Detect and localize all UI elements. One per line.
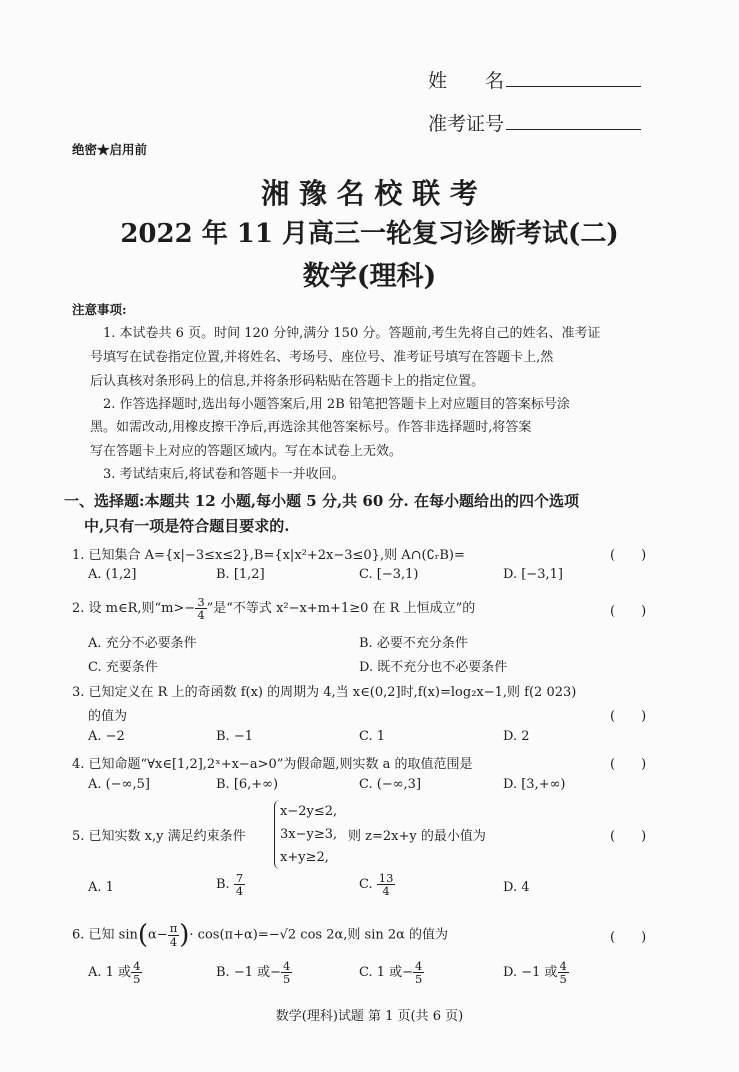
answer-paren: ( )	[610, 829, 647, 844]
q2-option-b: B. 必要不充分条件	[359, 636, 468, 651]
q5-option-c: C. $\frac{13}{4}$	[359, 871, 394, 899]
q5-option-d: D. 4	[503, 880, 530, 895]
q6-option-b: B. −1 或− $\frac{4}{5}$	[216, 959, 291, 987]
q5-option-a: A. 1	[88, 880, 114, 895]
notes-heading: 注意事项:	[72, 302, 127, 317]
note-line: 2. 作答选择题时,选出每小题答案后,用 2B 铅笔把答题卡上对应题目的答案标号涂	[103, 397, 570, 412]
question-3-stem-cont: 的值为	[88, 709, 128, 724]
q2-option-d: D. 既不充分也不必要条件	[359, 660, 508, 675]
answer-paren: ( )	[610, 604, 647, 619]
q2-option-c: C. 充要条件	[88, 660, 158, 675]
ticket-field	[428, 109, 641, 136]
constraint: 3x−y≥3,	[280, 827, 338, 842]
name-field	[428, 66, 641, 93]
q4-option-d: D. [3,+∞)	[503, 777, 566, 792]
q3-option-a: A. −2	[88, 729, 125, 744]
answer-paren: ( )	[610, 548, 647, 563]
q2-option-a: A. 充分不必要条件	[88, 636, 197, 651]
note-line: 1. 本试卷共 6 页。时间 120 分钟,满分 150 分。答题前,考生先将自己的姓名、准考证	[103, 326, 601, 341]
q5-option-b: B. $\frac{7}{4}$	[216, 871, 244, 899]
q1-option-c: C. [−3,1)	[359, 567, 419, 582]
question-1-stem: 1. 已知集合 A={x|−3≤x≤2},B={x|x²+2x−3≤0},则 A∩(∁ᵣB)=	[72, 548, 465, 563]
note-line: 后认真核对条形码上的信息,并将条形码粘贴在答题卡上的指定位置。	[90, 374, 485, 389]
constraint: x−2y≤2,	[280, 804, 338, 819]
fraction: $\frac{3}{4}$	[197, 595, 205, 623]
name-label: 姓 名	[428, 70, 505, 92]
answer-paren: ( )	[610, 930, 647, 945]
ticket-label: 准考证号	[428, 113, 505, 135]
part-heading-cont: 中,只有一项是符合题目要求的.	[84, 517, 290, 535]
q6-option-a: A. 1 或 $\frac{4}{5}$	[88, 959, 141, 987]
secret-mark: 绝密★启用前	[72, 142, 148, 157]
question-4-stem: 4. 已知命题“∀x∈[1,2],2ˣ+x−a>0”为假命题,则实数 a 的取值范围是	[72, 757, 473, 772]
q3-option-c: C. 1	[359, 729, 386, 744]
q4-option-c: C. (−∞,3]	[359, 777, 422, 792]
constraint: x+y≥2,	[280, 850, 329, 865]
exam-subject: 数学(理科)	[302, 261, 437, 292]
ticket-blank	[506, 111, 641, 130]
answer-paren: ( )	[610, 757, 647, 772]
note-line: 号填写在试卷指定位置,并将姓名、考场号、座位号、准考证号填写在答题卡上,然	[90, 350, 554, 365]
note-line: 黑。如需改动,用橡皮擦干净后,再选涂其他答案标号。作答非选择题时,将答案	[90, 420, 532, 435]
question-3-stem: 3. 已知定义在 R 上的奇函数 f(x) 的周期为 4,当 x∈(0,2]时,f(x)=log₂x−1,则 f(2 023)	[72, 685, 577, 700]
q3-option-d: D. 2	[503, 729, 530, 744]
question-5-stem-a: 5. 已知实数 x,y 满足约束条件	[72, 829, 246, 844]
q3-option-b: B. −1	[216, 729, 253, 744]
question-6-stem: 6. 已知 sin(α− $\frac{\pi}{4}$ )· cos(π+α)=−√2 cos 2α,则 sin 2α 的值为	[72, 920, 449, 950]
q1-option-d: D. [−3,1]	[503, 567, 563, 582]
q6-option-d: D. −1 或 $\frac{4}{5}$	[503, 959, 567, 987]
q1-option-b: B. [1,2]	[216, 567, 265, 582]
note-line: 3. 考试结束后,将试卷和答题卡一并收回。	[103, 467, 345, 482]
q4-option-a: A. (−∞,5]	[88, 777, 150, 792]
exam-title-main: 2022 年 11 月高三一轮复习诊断考试(二)	[120, 219, 619, 249]
answer-paren: ( )	[610, 709, 647, 724]
page-footer: 数学(理科)试题 第 1 页(共 6 页)	[275, 1009, 464, 1024]
name-blank	[506, 68, 641, 87]
constraint-system	[274, 800, 337, 869]
question-2-stem: 2. 设 m∈R,则“m>− $\frac{3}{4}$ ”是“不等式 x²−x+m+1≥0 在 R 上恒成立”的	[72, 595, 476, 623]
q4-option-b: B. [6,+∞)	[216, 777, 279, 792]
exam-title-union: 湘 豫 名 校 联 考	[261, 177, 478, 210]
note-line: 写在答题卡上对应的答题区域内。写在本试卷上无效。	[90, 444, 403, 459]
q6-option-c: C. 1 或− $\frac{4}{5}$	[359, 959, 423, 987]
question-5-stem-b: 则 z=2x+y 的最小值为	[348, 829, 486, 844]
part-heading: 一、选择题:本题共 12 小题,每小题 5 分,共 60 分. 在每小题给出的四个选项	[64, 492, 579, 510]
q1-option-a: A. (1,2]	[88, 567, 137, 582]
